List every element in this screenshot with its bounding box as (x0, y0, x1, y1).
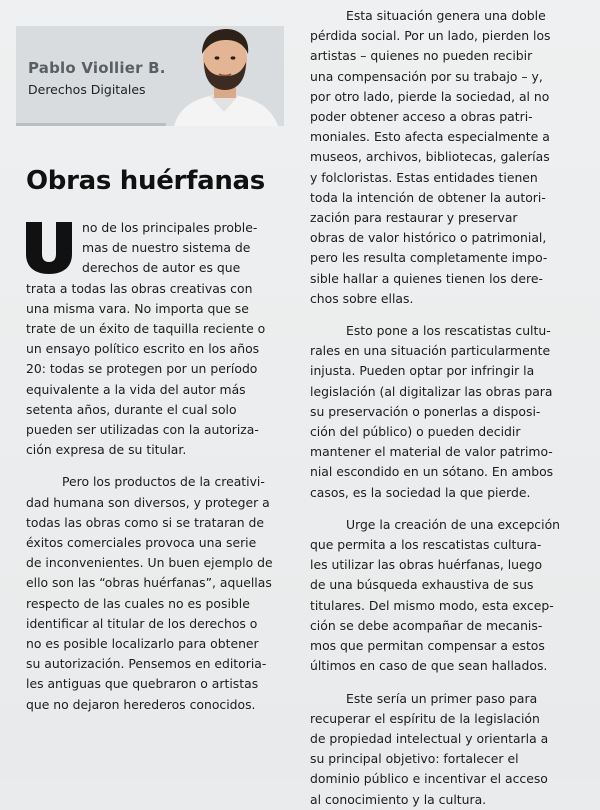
text-line: pero les resulta completamente impo- (310, 250, 548, 266)
text-line: su principal objetivo: fortalecer el (310, 751, 519, 767)
text-line: museos, archivos, bibliotecas, galerías (310, 149, 550, 165)
text-line: ello son las “obras huérfanas”, aquellas (26, 575, 272, 591)
text-line: mantener el material de valor patrimo- (310, 444, 553, 460)
text-line: obras de valor histórico o patrimonial, (310, 230, 547, 246)
text-line: su preservación o ponerlas a disposi- (310, 403, 541, 419)
text-line: respecto de las cuales no es posible (26, 595, 250, 611)
text-line: Pero los productos de la creativi- (62, 474, 265, 490)
text-line: dominio público e incentivar el acceso (310, 771, 548, 787)
text-line: 20: todas se protegen por un período (26, 361, 258, 377)
text-line: un ensayo político escrito en los años (26, 341, 260, 357)
text-line: ción se debe acompañar de mecanis- (310, 617, 543, 633)
text-line: Esto pone a los rescatistas cultu- (346, 323, 551, 339)
text-line: recuperar el espíritu de la legislación (310, 710, 540, 726)
text-line: no es posible localizarlo para obtener (26, 636, 259, 652)
text-line: ción del público) o pueden decidir (310, 424, 521, 440)
text-line: setenta años, durante el cual solo (26, 401, 237, 417)
text-line: mos que permitan compensar a estos (310, 638, 545, 654)
text-line: nial escondido en un sótano. En ambos (310, 464, 554, 480)
text-line: de propiedad intelectual y orientarla a (310, 730, 549, 746)
text-line: no de los principales proble- (82, 220, 258, 235)
text-line: moniales. Esto afecta especialmente a (310, 129, 550, 145)
text-line: y folcloristas. Estas entidades tienen (310, 169, 538, 185)
text-line: zación para restaurar y preservar (310, 210, 518, 226)
text-line: pueden ser utilizadas con la autoriza- (26, 422, 259, 438)
article-headline: Obras huérfanas (26, 166, 265, 196)
text-line: que permita a los rescatistas cultura- (310, 537, 542, 553)
text-line: poder obtener acceso a obras patri- (310, 109, 533, 125)
text-line: identificar al titular de los derechos o (26, 615, 258, 631)
text-line: Este sería un primer paso para (346, 690, 538, 706)
text-line: les antiguas que quebraron o artistas (26, 676, 259, 692)
text-line: les utilizar las obras huérfanas, luego (310, 557, 543, 573)
right-column (310, 6, 584, 810)
text-line: por otro lado, pierde la sociedad, al no (310, 88, 550, 104)
text-line: trate de un éxito de taquilla reciente o (26, 321, 266, 337)
text-line: Urge la creación de una excepción (346, 516, 560, 532)
text-line: de inconvenientes. Un buen ejemplo de (26, 555, 273, 571)
text-line: casos, es la sociedad la que pierde. (310, 484, 531, 500)
author-role: Derechos Digitales (28, 82, 146, 97)
text-line: sible hallar a quienes tienen los dere- (310, 270, 543, 286)
text-line: pérdida social. Por un lado, pierden los (310, 28, 551, 44)
text-line: derechos de autor es que (82, 260, 241, 276)
text-line: Esta situación genera una doble (346, 8, 546, 23)
text-line: últimos en caso de que sean hallados. (310, 658, 548, 674)
text-line: legislación (al digitalizar las obras para (310, 383, 553, 399)
text-line: toda la intención de obtener la autori- (310, 189, 546, 205)
text-line: artistas – quienes no pueden recibir (310, 48, 533, 64)
text-line: injusta. Pueden optar por infringir la (310, 363, 535, 379)
text-line: trata a todas las obras creativas con (26, 280, 253, 296)
text-line: equivalente a la vida del autor más (26, 381, 246, 397)
author-header (16, 26, 284, 126)
text-line: de una búsqueda exhaustiva de sus (310, 577, 534, 593)
author-name: Pablo Viollier B. (28, 59, 166, 77)
text-line: mas de nuestro sistema de (82, 240, 251, 256)
text-line: rales en una situación particularmente (310, 343, 551, 359)
text-line: al conocimiento y la cultura. (310, 791, 487, 807)
left-column (26, 218, 292, 715)
text-line: éxitos comerciales provoca una serie (26, 535, 257, 551)
text-line: ción expresa de su titular. (26, 442, 187, 458)
text-line: una compensación por su trabajo – y, (310, 68, 543, 84)
text-line: chos sobre ellas. (310, 290, 414, 306)
portrait-illustration (166, 26, 284, 126)
text-line: todas las obras como si se trataran de (26, 514, 265, 530)
text-line: que no dejaron herederos conocidos. (26, 696, 256, 712)
text-line: su autorización. Pensemos en editoria- (26, 656, 267, 672)
author-portrait (166, 26, 284, 126)
text-line: una misma vara. No importa que se (26, 300, 249, 316)
text-line: titulares. Del mismo modo, esta excep- (310, 597, 554, 613)
text-line: dad humana son diversos, y proteger a (26, 494, 270, 510)
